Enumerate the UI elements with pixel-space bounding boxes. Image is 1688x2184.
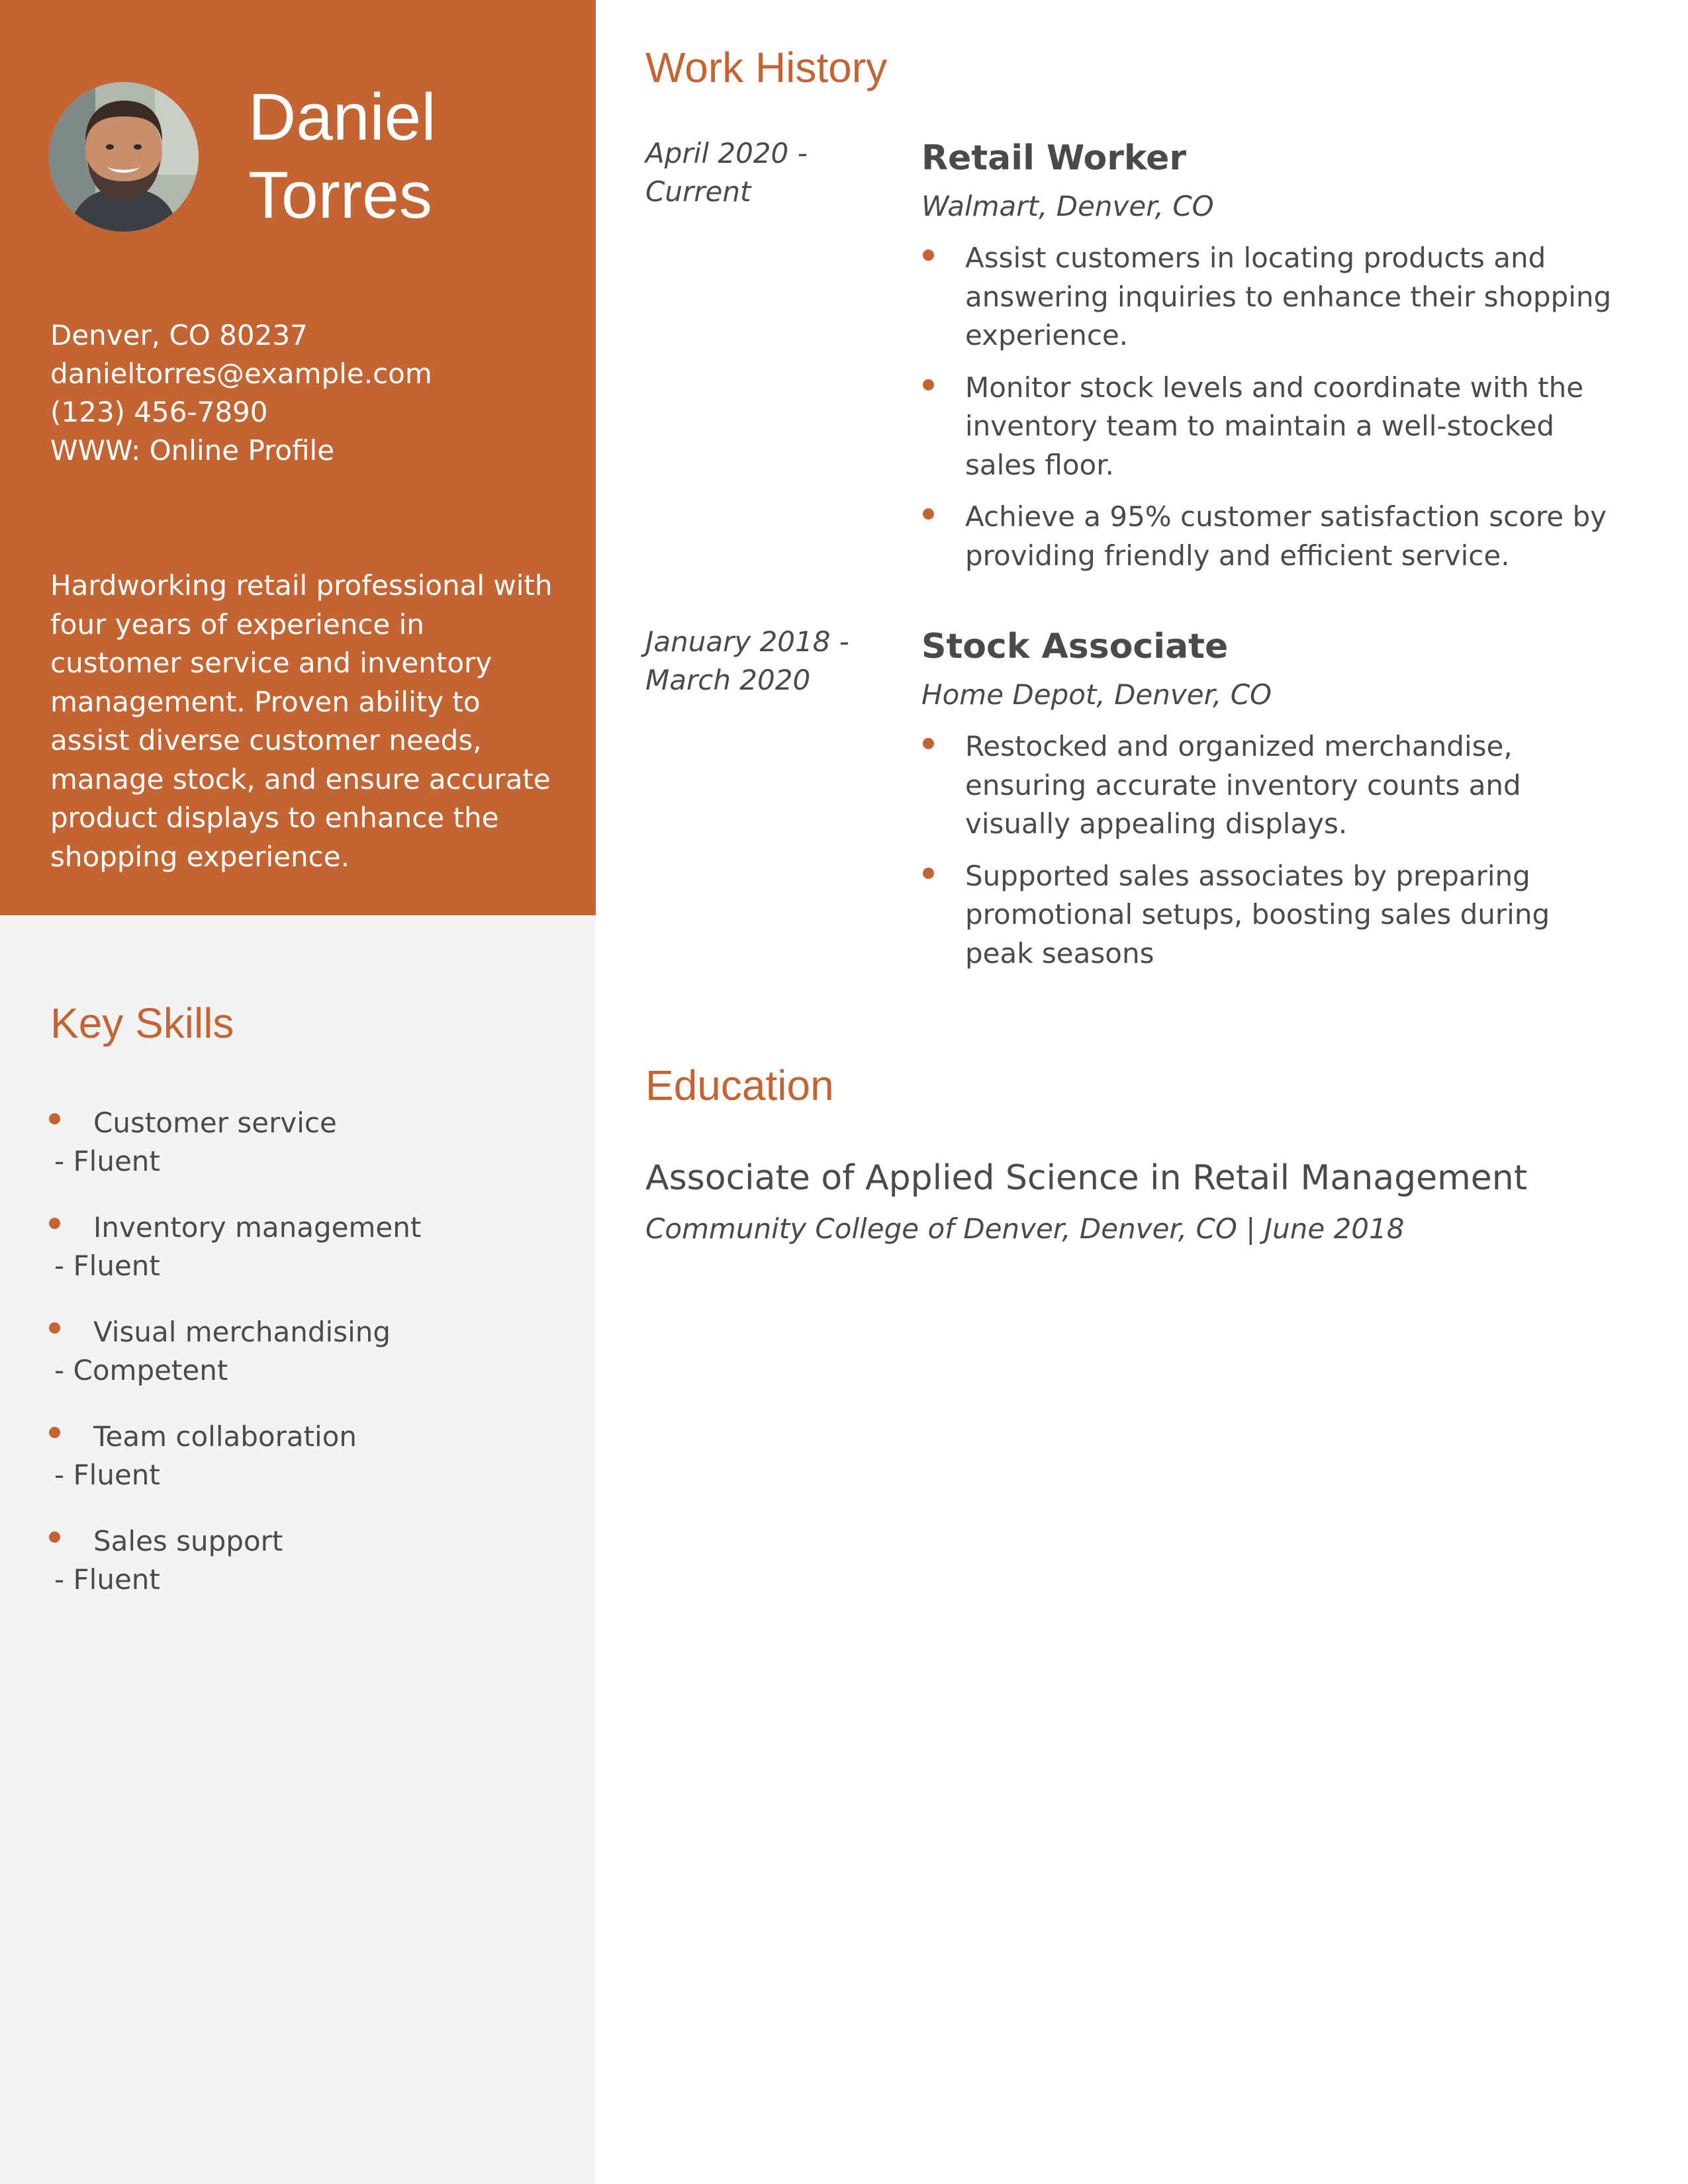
skill-name: Visual merchandising: [93, 1316, 391, 1348]
job-bullet-text: Achieve a 95% customer satisfaction score by providing friendly and efficient service.: [965, 500, 1607, 572]
last-name: Torres: [248, 158, 432, 232]
bullet-icon: [923, 379, 934, 390]
bullet-icon: [923, 508, 934, 520]
contact-info: [50, 316, 580, 470]
bullet-icon: [49, 1427, 60, 1438]
avatar: [49, 82, 199, 232]
job-title: Stock Associate: [921, 627, 1229, 666]
skill-level: - Fluent: [54, 1145, 160, 1177]
skill-name: Inventory management: [93, 1211, 422, 1244]
skill-name: Sales support: [93, 1525, 283, 1557]
job-date-end: March 2020: [645, 664, 811, 696]
job-dates: [645, 134, 884, 211]
person-photo-icon: [49, 82, 199, 232]
job-bullets: [921, 239, 1623, 588]
skill-item: [0, 1208, 596, 1313]
skill-level: - Fluent: [54, 1563, 160, 1596]
bullet-icon: [49, 1322, 60, 1334]
contact-email[interactable]: danieltorres@example.com: [50, 357, 432, 390]
skill-level: - Fluent: [54, 1459, 160, 1491]
job-company: Walmart, Denver, CO: [921, 190, 1214, 222]
job-title: Retail Worker: [921, 138, 1186, 178]
education-school: Community College of Denver, Denver, CO | June 2018: [645, 1212, 1405, 1245]
job-bullet: [921, 727, 1623, 844]
education-degree: Associate of Applied Science in Retail Management: [645, 1158, 1528, 1198]
job-dates: [645, 623, 884, 700]
contact-phone: (123) 456-7890: [50, 396, 268, 428]
bullet-icon: [923, 250, 934, 261]
contact-website[interactable]: WWW: Online Profile: [50, 434, 335, 467]
skills-heading: Key Skills: [50, 999, 234, 1047]
bullet-icon: [49, 1113, 60, 1124]
sidebar-header: [0, 0, 596, 915]
bullet-icon: [49, 1218, 60, 1229]
skill-item: [0, 1418, 596, 1522]
work-history-heading: Work History: [645, 44, 888, 91]
job-bullet: [921, 239, 1623, 355]
job-bullet-text: Assist customers in locating products and answering inquiries to enhance their shopping experience.: [965, 242, 1612, 351]
education-heading: Education: [645, 1062, 834, 1109]
skill-level: - Competent: [54, 1354, 228, 1387]
job-bullet-text: Monitor stock levels and coordinate with the inventory team to maintain a well-stocked sales floor.: [965, 371, 1584, 481]
bullet-icon: [49, 1531, 60, 1543]
job-company: Home Depot, Denver, CO: [921, 678, 1272, 711]
skill-level: - Fluent: [54, 1250, 160, 1282]
job-bullet: [921, 369, 1623, 485]
skill-item: [0, 1313, 596, 1418]
contact-address: Denver, CO 80237: [50, 319, 308, 351]
job-bullet-text: Supported sales associates by preparing promotional setups, boosting sales during peak seasons: [965, 859, 1550, 970]
sidebar: [0, 0, 596, 2184]
skills-list: [0, 1104, 596, 1627]
skill-name: Customer service: [93, 1107, 337, 1139]
job-date-start: April 2020 -: [645, 137, 808, 169]
first-name: Daniel: [248, 80, 436, 154]
candidate-name: [248, 78, 579, 234]
job-bullet: [921, 498, 1623, 575]
job-bullets: [921, 727, 1623, 986]
job-bullet-text: Restocked and organized merchandise, ensuring accurate inventory counts and visually appealing displays.: [965, 730, 1521, 840]
skill-item: [0, 1104, 596, 1208]
job-bullet: [921, 857, 1623, 974]
professional-summary: Hardworking retail professional with four years of experience in customer service and inventory management. Proven ability to assist diverse customer needs, manage stock, and ensure accurate product displays to enhance the shopping experience.: [50, 569, 553, 873]
job-date-end: Current: [645, 175, 751, 208]
skill-name: Team collaboration: [93, 1420, 357, 1453]
bullet-icon: [923, 738, 934, 749]
skill-item: [0, 1522, 596, 1627]
job-date-start: January 2018 -: [645, 625, 849, 658]
bullet-icon: [923, 868, 934, 879]
